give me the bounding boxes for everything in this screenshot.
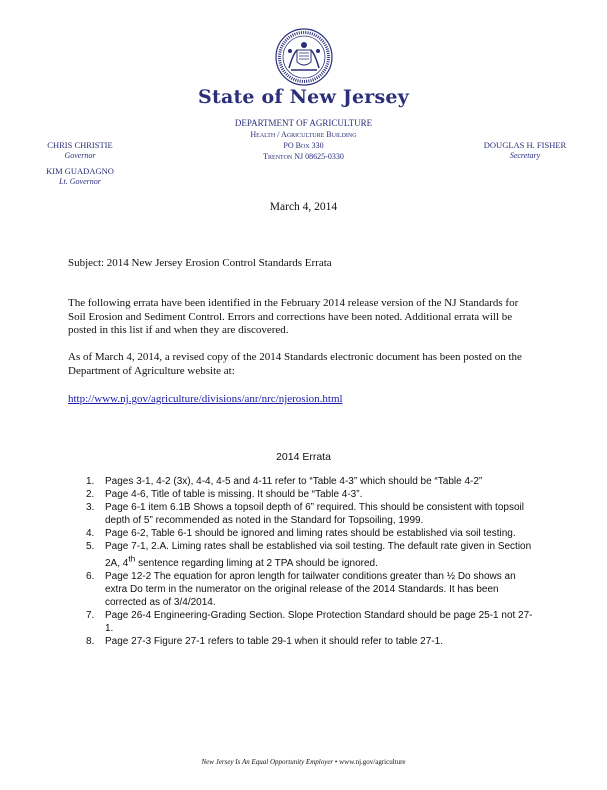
item-text: Page 4-6, Title of table is missing. It should be “Table 4-3”. bbox=[105, 489, 363, 500]
item-text: Pages 3-1, 4-2 (3x), 4-4, 4-5 and 4-11 refer to “Table 4-3” which should be “Table 4-2” bbox=[105, 476, 483, 487]
list-item bbox=[86, 488, 536, 501]
letter-date: March 4, 2014 bbox=[269, 201, 338, 213]
list-item bbox=[86, 540, 536, 570]
footer-bullet: • bbox=[333, 758, 340, 766]
item-number: 3. bbox=[86, 502, 95, 513]
standards-link[interactable]: http://www.nj.gov/agriculture/divisions/anr/nrc/njerosion.html bbox=[68, 393, 343, 405]
state-seal-icon bbox=[275, 28, 333, 86]
list-item bbox=[86, 609, 536, 635]
lt-governor-block bbox=[35, 166, 125, 187]
page-footer bbox=[0, 758, 607, 766]
item-number: 6. bbox=[86, 571, 95, 583]
list-item bbox=[86, 570, 536, 609]
item-number: 2. bbox=[86, 489, 95, 500]
item-text: Page 26-4 Engineering-Grading Section. Slope Protection Standard should be page 25-1 not 27-1. bbox=[105, 610, 533, 635]
item-number: 7. bbox=[86, 610, 95, 622]
department-name: DEPARTMENT OF AGRICULTURE bbox=[234, 118, 373, 128]
item-text: Page 6-1 item 6.1B Shows a topsoil depth of 6” required. This should be consistent with topsoil depth of 5” recommended as noted in the Standard for Topsoiling, 1999. bbox=[105, 502, 524, 526]
item-text: Page 6-2, Table 6-1 should be ignored and liming rates should be established via soil testing. bbox=[105, 528, 516, 539]
lt-governor-title: Lt. Governor bbox=[59, 176, 101, 186]
item-number: 5. bbox=[86, 541, 95, 552]
list-item bbox=[86, 475, 536, 488]
list-item bbox=[86, 635, 536, 648]
item-number: 1. bbox=[86, 476, 95, 487]
list-item bbox=[86, 527, 536, 540]
list-item bbox=[86, 501, 536, 527]
intro-paragraph: The following errata have been identified in the February 2014 release version of the NJ Standards for Soil Erosion and Sediment Control. Errors and corrections have been noted. Additional errata will be posted in this list if and when they are discovered. bbox=[68, 297, 519, 336]
item-number: 8. bbox=[86, 636, 95, 648]
governor-title: Governor bbox=[64, 150, 96, 160]
errata-heading: 2014 Errata bbox=[276, 451, 331, 463]
po-box: PO Box 330 bbox=[283, 141, 324, 150]
lt-governor-name: KIM GUADAGNO bbox=[46, 166, 114, 176]
building-name: Health / Agriculture Building bbox=[250, 130, 357, 139]
errata-list bbox=[86, 475, 536, 648]
footer-website: www.nj.gov/agriculture bbox=[339, 758, 406, 766]
governor-name: CHRIS CHRISTIE bbox=[47, 140, 113, 150]
footer-eoe: New Jersey Is An Equal Opportunity Employer bbox=[201, 758, 334, 766]
secretary-block bbox=[475, 140, 575, 161]
governor-block bbox=[35, 140, 125, 161]
item-text: Page 27-3 Figure 27-1 refers to table 29-1 when it should refer to table 27-1. bbox=[105, 636, 443, 648]
secretary-name: DOUGLAS H. FISHER bbox=[483, 140, 567, 150]
letterhead-title: State of New Jersey bbox=[198, 86, 409, 108]
secretary-title: Secretary bbox=[509, 150, 541, 160]
city-zip: Trenton NJ 08625-0330 bbox=[263, 152, 344, 161]
superscript: th bbox=[128, 554, 136, 564]
item-text: Page 12-2 The equation for apron length for tailwater conditions greater than ½ Do shows an extra Do term in the numerator on the original release of the 2014 Standards. It has been corrected as of 3/4/2014. bbox=[105, 571, 516, 609]
item-number: 4. bbox=[86, 528, 95, 539]
subject-line: Subject: 2014 New Jersey Erosion Control Standards Errata bbox=[68, 257, 332, 269]
item-text: Page 7-1, 2.A. Liming rates shall be established via soil testing. The default rate given in Section 2A, 4th sentence regarding liming at 2 TPA should be ignored. bbox=[105, 541, 532, 570]
revision-paragraph: As of March 4, 2014, a revised copy of the 2014 Standards electronic document has been posted on the Department of Agriculture website at: bbox=[68, 351, 522, 377]
